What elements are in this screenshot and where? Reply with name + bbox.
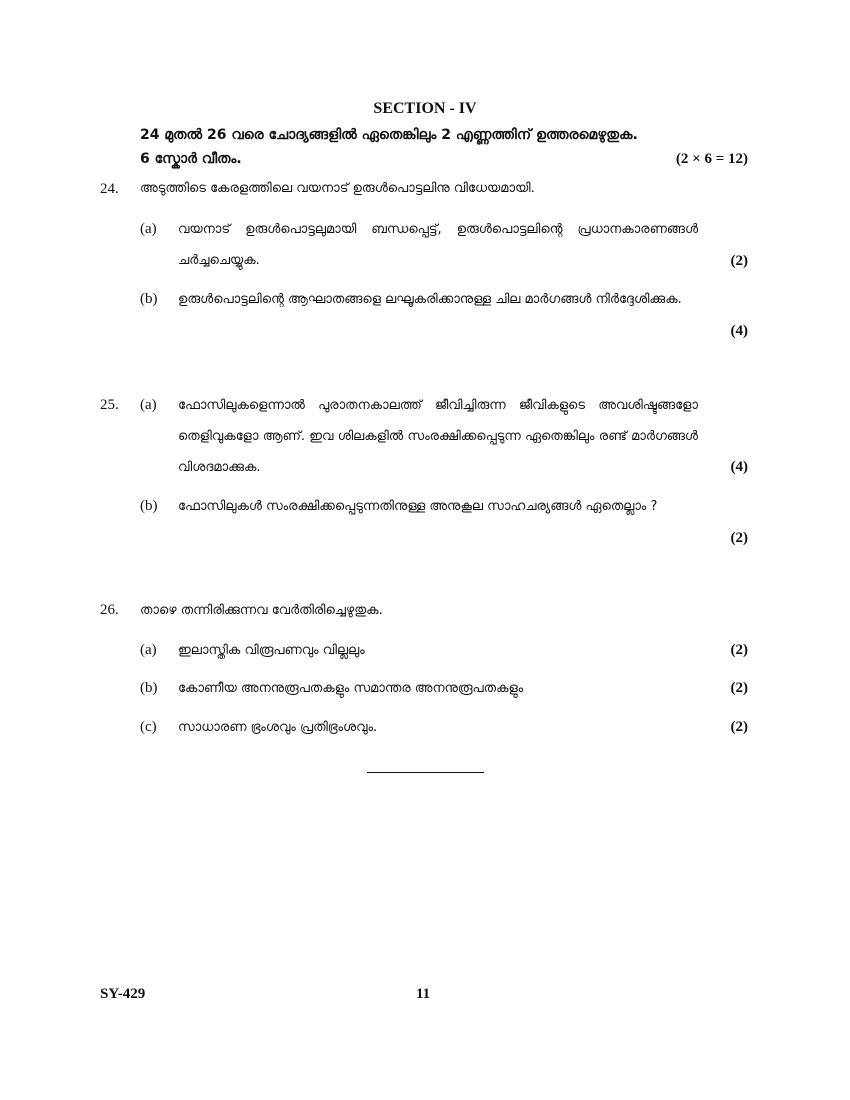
instruction-line-1: 24 മുതൽ 26 വരെ ചോദ്യങ്ങളിൽ ഏതെങ്കിലും 2 എണ്ണത്തിന് ഉത്തരമെഴുതുക. [140, 127, 638, 143]
part-text: ഫോസിലുകളെന്നാൽ പുരാതനകാലത്ത് ജീവിച്ചിരുന്ന ജീവികളുടെ അവശിഷ്ടങ്ങളോ തെളിവുകളോ ആണ്. ഇവ ശിലകളിൽ സംരക്ഷിക്കപ്പെടുന്ന ഏതെങ്കിലും രണ്ട് മാർഗങ്ങൾ വിശദമാക്കുക. [178, 398, 698, 475]
part-marks: (2) [730, 719, 748, 735]
part-marks: (2) [730, 680, 748, 696]
part-label: (b) [140, 498, 158, 514]
section-title: SECTION - IV [373, 100, 477, 117]
part-marks: (4) [730, 459, 748, 475]
part-label: (a) [140, 221, 157, 237]
part-text: കോണീയ അനനുരൂപതകളും സമാന്തര അനനുരൂപതകളും [178, 681, 524, 696]
part-marks: (2) [730, 253, 748, 269]
part-label: (c) [140, 719, 157, 735]
part-label: (a) [140, 397, 157, 413]
part-label: (b) [140, 291, 158, 307]
part-marks: (4) [730, 323, 748, 339]
part-label: (b) [140, 680, 158, 696]
part-text: ഇലാസ്തിക വിരൂപണവും വില്ലലും [178, 643, 365, 658]
question-number: 26. [100, 602, 119, 618]
end-divider [367, 772, 484, 773]
instruction-total-marks: (2 × 6 = 12) [675, 151, 748, 167]
instruction-line-2: 6 സ്കോർ വീതം. [140, 151, 242, 167]
question-stem: താഴെ തന്നിരിക്കുന്നവ വേർതിരിച്ചെഴുതുക. [140, 603, 383, 618]
part-marks: (2) [730, 530, 748, 546]
part-label: (a) [140, 642, 157, 658]
part-text: ഉരുൾപൊട്ടലിന്റെ ആഘാതങ്ങളെ ലഘൂകരിക്കാനുള്ള ചില മാർഗങ്ങൾ നിർദ്ദേശിക്കുക. [178, 292, 682, 307]
part-marks: (2) [730, 642, 748, 658]
page-number: 11 [416, 986, 431, 1002]
part-text: സാധാരണ ഭ്രംശവും പ്രതിഭ്രംശവും. [178, 720, 378, 735]
question-stem: അടുത്തിടെ കേരളത്തിലെ വയനാട് ഉരുൾപൊട്ടലിനു വിധേയമായി. [140, 181, 535, 196]
part-text: വയനാട് ഉരുൾപൊട്ടലുമായി ബന്ധപ്പെട്ട്, ഉരുൾപൊട്ടലിന്റെ പ്രധാനകാരണങ്ങൾ ചർച്ചചെയ്യുക. [178, 222, 698, 268]
question-number: 24. [100, 181, 119, 197]
part-text: ഫോസിലുകൾ സംരക്ഷിക്കപ്പെടുന്നതിനുള്ള അനുകൂല സാഹചര്യങ്ങൾ ഏതെല്ലാം ? [178, 499, 658, 514]
paper-code: SY-429 [100, 986, 146, 1002]
question-number: 25. [100, 397, 119, 413]
